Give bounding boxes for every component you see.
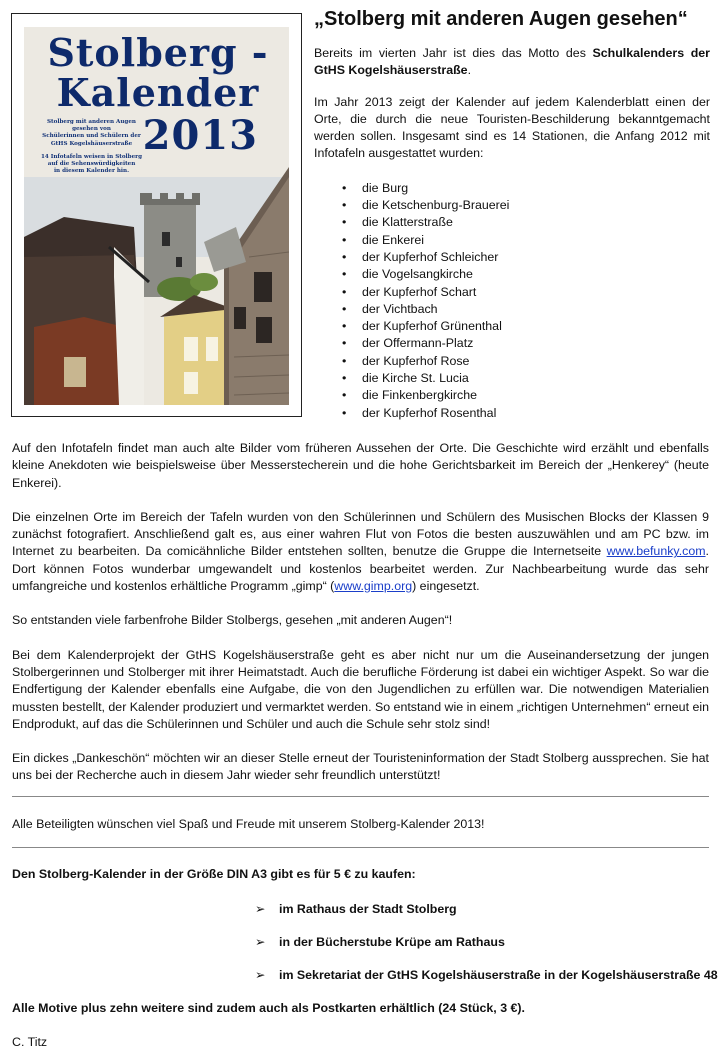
bullet-icon: • (342, 249, 347, 264)
cover-title-line1: Stolberg - (47, 30, 269, 75)
station-item (342, 353, 710, 370)
station-label: die Vogelsangkirche (362, 267, 473, 282)
infotafeln-paragraph: Auf den Infotafeln findet man auch alte Bilder vom früheren Aussehen der Orte. Die Geschichte wird erzählt und ebenfalls kleine Anekdoten wie beispielsweise über Messerstecherein und die hohe Gerichtsbarkeit im Bereich der „Henkerey“ (heute Enkerei). (12, 441, 709, 490)
cover-year: 2013 (142, 112, 258, 159)
bullet-icon: • (342, 232, 347, 247)
bullet-icon: • (342, 198, 347, 213)
page-title: „Stolberg mit anderen Augen gesehen“ (314, 8, 688, 30)
station-item (342, 266, 710, 283)
bullet-icon: • (342, 215, 347, 230)
station-label: der Kupferhof Schleicher (362, 249, 499, 264)
cover-blurb-line: 14 Infotafeln weisen in Stolberg (40, 153, 143, 160)
station-label: die Finkenbergkirche (362, 388, 478, 403)
bilder-paragraph: So entstanden viele farbenfrohe Bilder Stolbergs, gesehen „mit anderen Augen“! (12, 613, 453, 628)
cover-blurb-line: in diesem Kalender hin. (53, 168, 130, 175)
projekt-paragraph: Bei dem Kalenderprojekt der GtHS Kogelshäuserstraße geht es aber nicht nur um die Auseinandersetzung der jungen Stolbergerinnen und Stolberger mit ihrer Heimatstadt. Auch die berufliche Förderung ist dabei ein wichtiger Aspekt. So war die Endfertigung der Kalender ebenfalls eine Aufgabe, die von den Jugendlichen zu erfüllen war. Die notwendigen Materialien mussten bestellt, der Kalender produziert und vermarktet werden. So entstand wie in einem „richtigen Unternehmen“ erneut ein Endprodukt, auf das die Schülerinnen und Schüler und auch die Schule sehr stolz sind! (12, 647, 709, 731)
befunky-link[interactable]: www.befunky.com (606, 544, 706, 559)
stations-intro-paragraph: Im Jahr 2013 zeigt der Kalender auf jedem Kalenderblatt einen der Orte, die durch die neue Touristen-Beschilderung bekanntgemacht werden sollen. Insgesamt sind es 14 Stationen, die Anfang 2012 mit Infotafeln ausgestattet wurden: (314, 94, 710, 161)
orte-paragraph (12, 509, 709, 595)
divider-bottom (12, 847, 709, 848)
cover-blurb-line: gesehen von (72, 126, 111, 133)
arrow-bullet-icon: ➢ (255, 935, 266, 949)
station-item (342, 370, 710, 387)
bullet-icon: • (342, 405, 347, 420)
intro-paragraph (314, 45, 710, 80)
station-label: der Kupferhof Schart (362, 284, 477, 299)
author-signature: C. Titz (12, 1035, 48, 1049)
station-label: die Ketschenburg-Brauerei (362, 198, 510, 213)
purchase-heading: Den Stolberg-Kalender in der Größe DIN A3 gibt es für 5 € zu kaufen: (12, 867, 416, 881)
intro-column (314, 6, 710, 422)
station-label: der Kupferhof Grünenthal (362, 319, 502, 334)
purchase-location-label: im Rathaus der Stadt Stolberg (279, 902, 457, 916)
stations-list (314, 180, 710, 422)
station-item (342, 284, 710, 301)
article-body (12, 440, 709, 802)
bullet-icon: • (342, 319, 347, 334)
arrow-bullet-icon: ➢ (255, 902, 266, 916)
purchase-location-label: im Sekretariat der GtHS Kogelshäuserstraße in der Kogelshäuserstraße 48 (279, 968, 718, 982)
station-item (342, 387, 710, 404)
station-label: der Vichtbach (362, 301, 438, 316)
station-item (342, 405, 710, 422)
bullet-icon: • (342, 180, 347, 195)
cover-blurb (34, 119, 149, 175)
purchase-location-item (255, 901, 457, 918)
intro-text: Bereits im vierten Jahr ist dies das Motto des (314, 46, 593, 60)
station-item (342, 249, 710, 266)
intro-suffix: . (467, 63, 472, 78)
station-label: die Kirche St. Lucia (362, 371, 469, 386)
postcard-note: Alle Motive plus zehn weitere sind zudem auch als Postkarten erhältlich (24 Stück, 3 €). (12, 1001, 525, 1015)
station-item (342, 180, 710, 197)
bullet-icon: • (342, 301, 347, 316)
divider-top (12, 796, 709, 797)
orte-text-2: . Dort können Fotos wunderbar umgewandelt und kostenlos bearbeitet werden. Zur Nachbearbeitung wurde das sehr umfangreiche und kostenlos erhältliche Programm „gimp“ ( (12, 544, 709, 594)
gimp-link[interactable]: www.gimp.org (334, 579, 413, 594)
station-label: der Kupferhof Rose (362, 353, 470, 368)
bullet-icon: • (342, 353, 347, 368)
bullet-icon: • (342, 336, 347, 351)
station-item (342, 318, 710, 335)
cover-blurb-top (34, 119, 149, 148)
intro-school-name: Schulkalenders der GtHS Kogelshäuserstraße (314, 46, 710, 78)
station-item (342, 301, 710, 318)
cover-blurb-bottom (34, 154, 149, 176)
station-label: die Enkerei (362, 232, 424, 247)
purchase-location-item (255, 934, 505, 951)
cover-title-line2: Kalender (56, 70, 260, 115)
purchase-location-item (255, 967, 718, 984)
cover-blurb-line: auf die Sehenswürdigkeiten (47, 161, 136, 168)
closing-line: Alle Beteiligten wünschen viel Spaß und Freude mit unserem Stolberg-Kalender 2013! (12, 817, 485, 831)
station-label: die Klatterstraße (362, 215, 453, 230)
bullet-icon: • (342, 388, 347, 403)
station-item (342, 335, 710, 352)
purchase-location-label: in der Bücherstube Krüpe am Rathaus (279, 935, 505, 949)
station-label: der Offermann-Platz (362, 336, 474, 351)
bullet-icon: • (342, 371, 347, 386)
dank-paragraph: Ein dickes „Dankeschön“ möchten wir an dieser Stelle erneut der Touristeninformation der Stadt Stolberg aussprechen. Sie hat uns bei der Recherche auch in diesem Jahr wieder sehr freundlich unterstützt! (12, 751, 709, 783)
station-item (342, 232, 710, 249)
cover-blurb-line: Stolberg mit anderen Augen (47, 119, 136, 125)
station-label: der Kupferhof Rosenthal (362, 405, 497, 420)
orte-text-3: ) eingesetzt. (412, 579, 480, 594)
cover-artwork (24, 27, 289, 405)
bullet-icon: • (342, 284, 347, 299)
station-item (342, 214, 710, 231)
station-label: die Burg (362, 180, 409, 195)
station-item (342, 197, 710, 214)
calendar-cover (11, 13, 302, 417)
bullet-icon: • (342, 267, 347, 282)
cover-blurb-line: Schülerinnen und Schülern der (42, 133, 141, 140)
orte-text-1: Die einzelnen Orte im Bereich der Tafeln wurden von den Schülerinnen und Schülern des Musischen Blocks der Klassen 9 zunächst fotografiert. Anschließend galt es, aus einer wahren Flut von Fotos die besten auszuwählen und am PC bzw. im Internet zu bearbeiten. Da comicähnliche Bilder entstehen sollten, benutze die Gruppe die Internetseite (12, 509, 709, 559)
arrow-bullet-icon: ➢ (255, 968, 266, 982)
cover-blurb-line: GtHS Kogelshäuserstraße (50, 140, 133, 147)
